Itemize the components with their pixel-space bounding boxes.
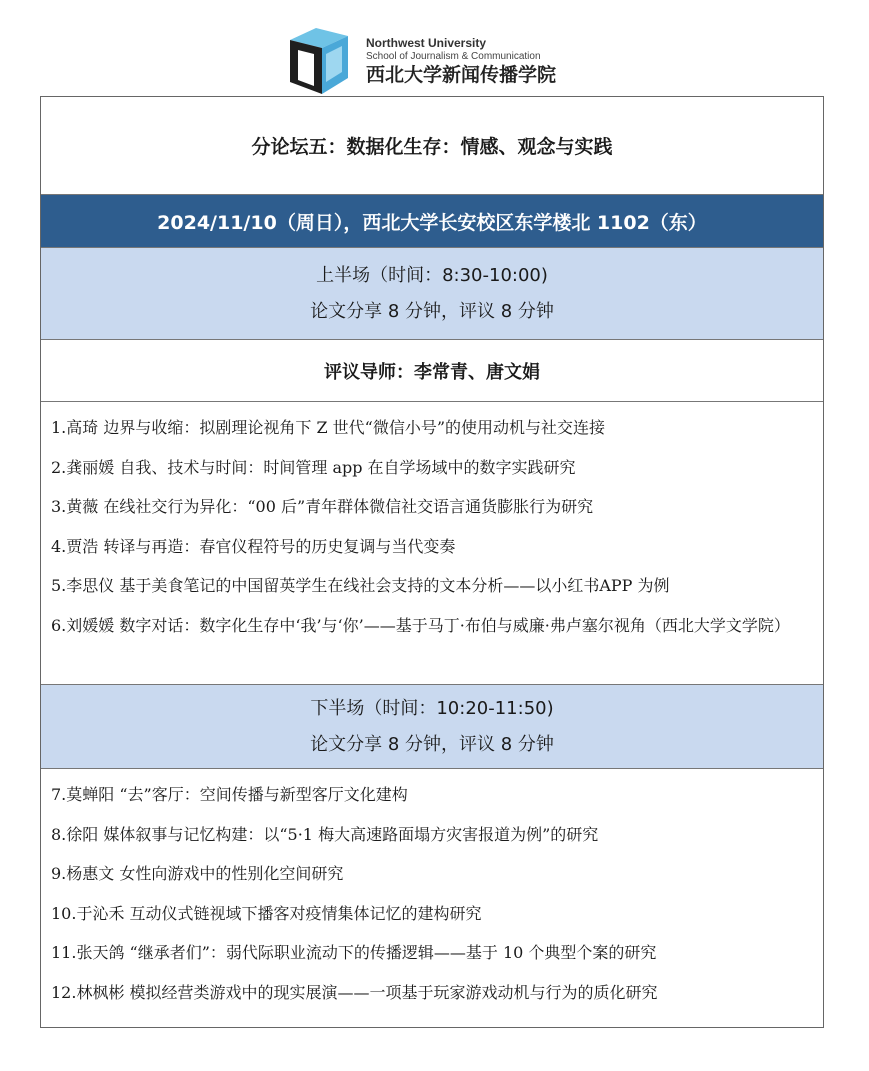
session1-paper-list	[41, 402, 823, 685]
list-item: 12.林枫彬 模拟经营类游戏中的现实展演——一项基于玩家游戏动机与行为的质化研究	[51, 982, 658, 1002]
logo-cn-name: 西北大学新闻传播学院	[366, 64, 557, 86]
list-item: 5.李思仪 基于美食笔记的中国留英学生在线社会支持的文本分析——以小红书APP 为例	[51, 576, 670, 595]
list-item: 6.刘媛媛 数字对话：数字化生存中‘我’与‘你’——基于马丁·布伯与威廉·弗卢塞尔视角（西北大学文学院）	[51, 615, 790, 635]
session2-time: 下半场（时间：10:20-11:50)	[310, 697, 554, 719]
date-venue-bar: 2024/11/10（周日），西北大学长安校区东学楼北 1102（东）	[41, 195, 823, 248]
list-item: 11.张天鸽 “继承者们”：弱代际职业流动下的传播逻辑——基于 10 个典型个案的研究	[51, 943, 657, 962]
session2-format: 论文分享 8 分钟，评议 8 分钟	[310, 733, 554, 755]
logo-text	[366, 36, 556, 87]
list-item: 3.黄薇 在线社交行为异化：“00 后”青年群体微信社交语言通货膨胀行为研究	[51, 497, 594, 516]
reviewers: 评议导师：李常青、唐文娟	[41, 340, 823, 402]
university-logo-icon	[286, 26, 352, 96]
session2-header	[41, 685, 823, 769]
page-header	[0, 0, 869, 96]
session1-header	[41, 248, 823, 340]
list-item: 1.高琦 边界与收缩：拟剧理论视角下 Z 世代“微信小号”的使用动机与社交连接	[51, 418, 606, 437]
list-item: 8.徐阳 媒体叙事与记忆构建：以“5·1 梅大高速路面塌方灾害报道为例”的研究	[51, 824, 599, 844]
forum-title: 分论坛五：数据化生存：情感、观念与实践	[41, 97, 823, 195]
list-item: 10.于沁禾 互动仪式链视域下播客对疫情集体记忆的建构研究	[51, 903, 482, 923]
logo-en-school: School of Journalism & Communication	[366, 51, 541, 62]
session1-time: 上半场（时间：8:30-10:00)	[316, 264, 548, 286]
schedule-table	[40, 96, 824, 1028]
list-item: 4.贾浩 转译与再造：春官仪程符号的历史复调与当代变奏	[51, 536, 456, 556]
logo-en-name: Northwest University	[366, 36, 487, 50]
list-item: 7.莫蝉阳 “去”客厅：空间传播与新型客厅文化建构	[51, 785, 408, 804]
session1-format: 论文分享 8 分钟，评议 8 分钟	[310, 300, 554, 322]
list-item: 9.杨惠文 女性向游戏中的性别化空间研究	[51, 864, 344, 883]
session2-paper-list	[41, 769, 823, 1027]
list-item: 2.龚丽媛 自我、技术与时间：时间管理 app 在自学场域中的数字实践研究	[51, 457, 576, 477]
